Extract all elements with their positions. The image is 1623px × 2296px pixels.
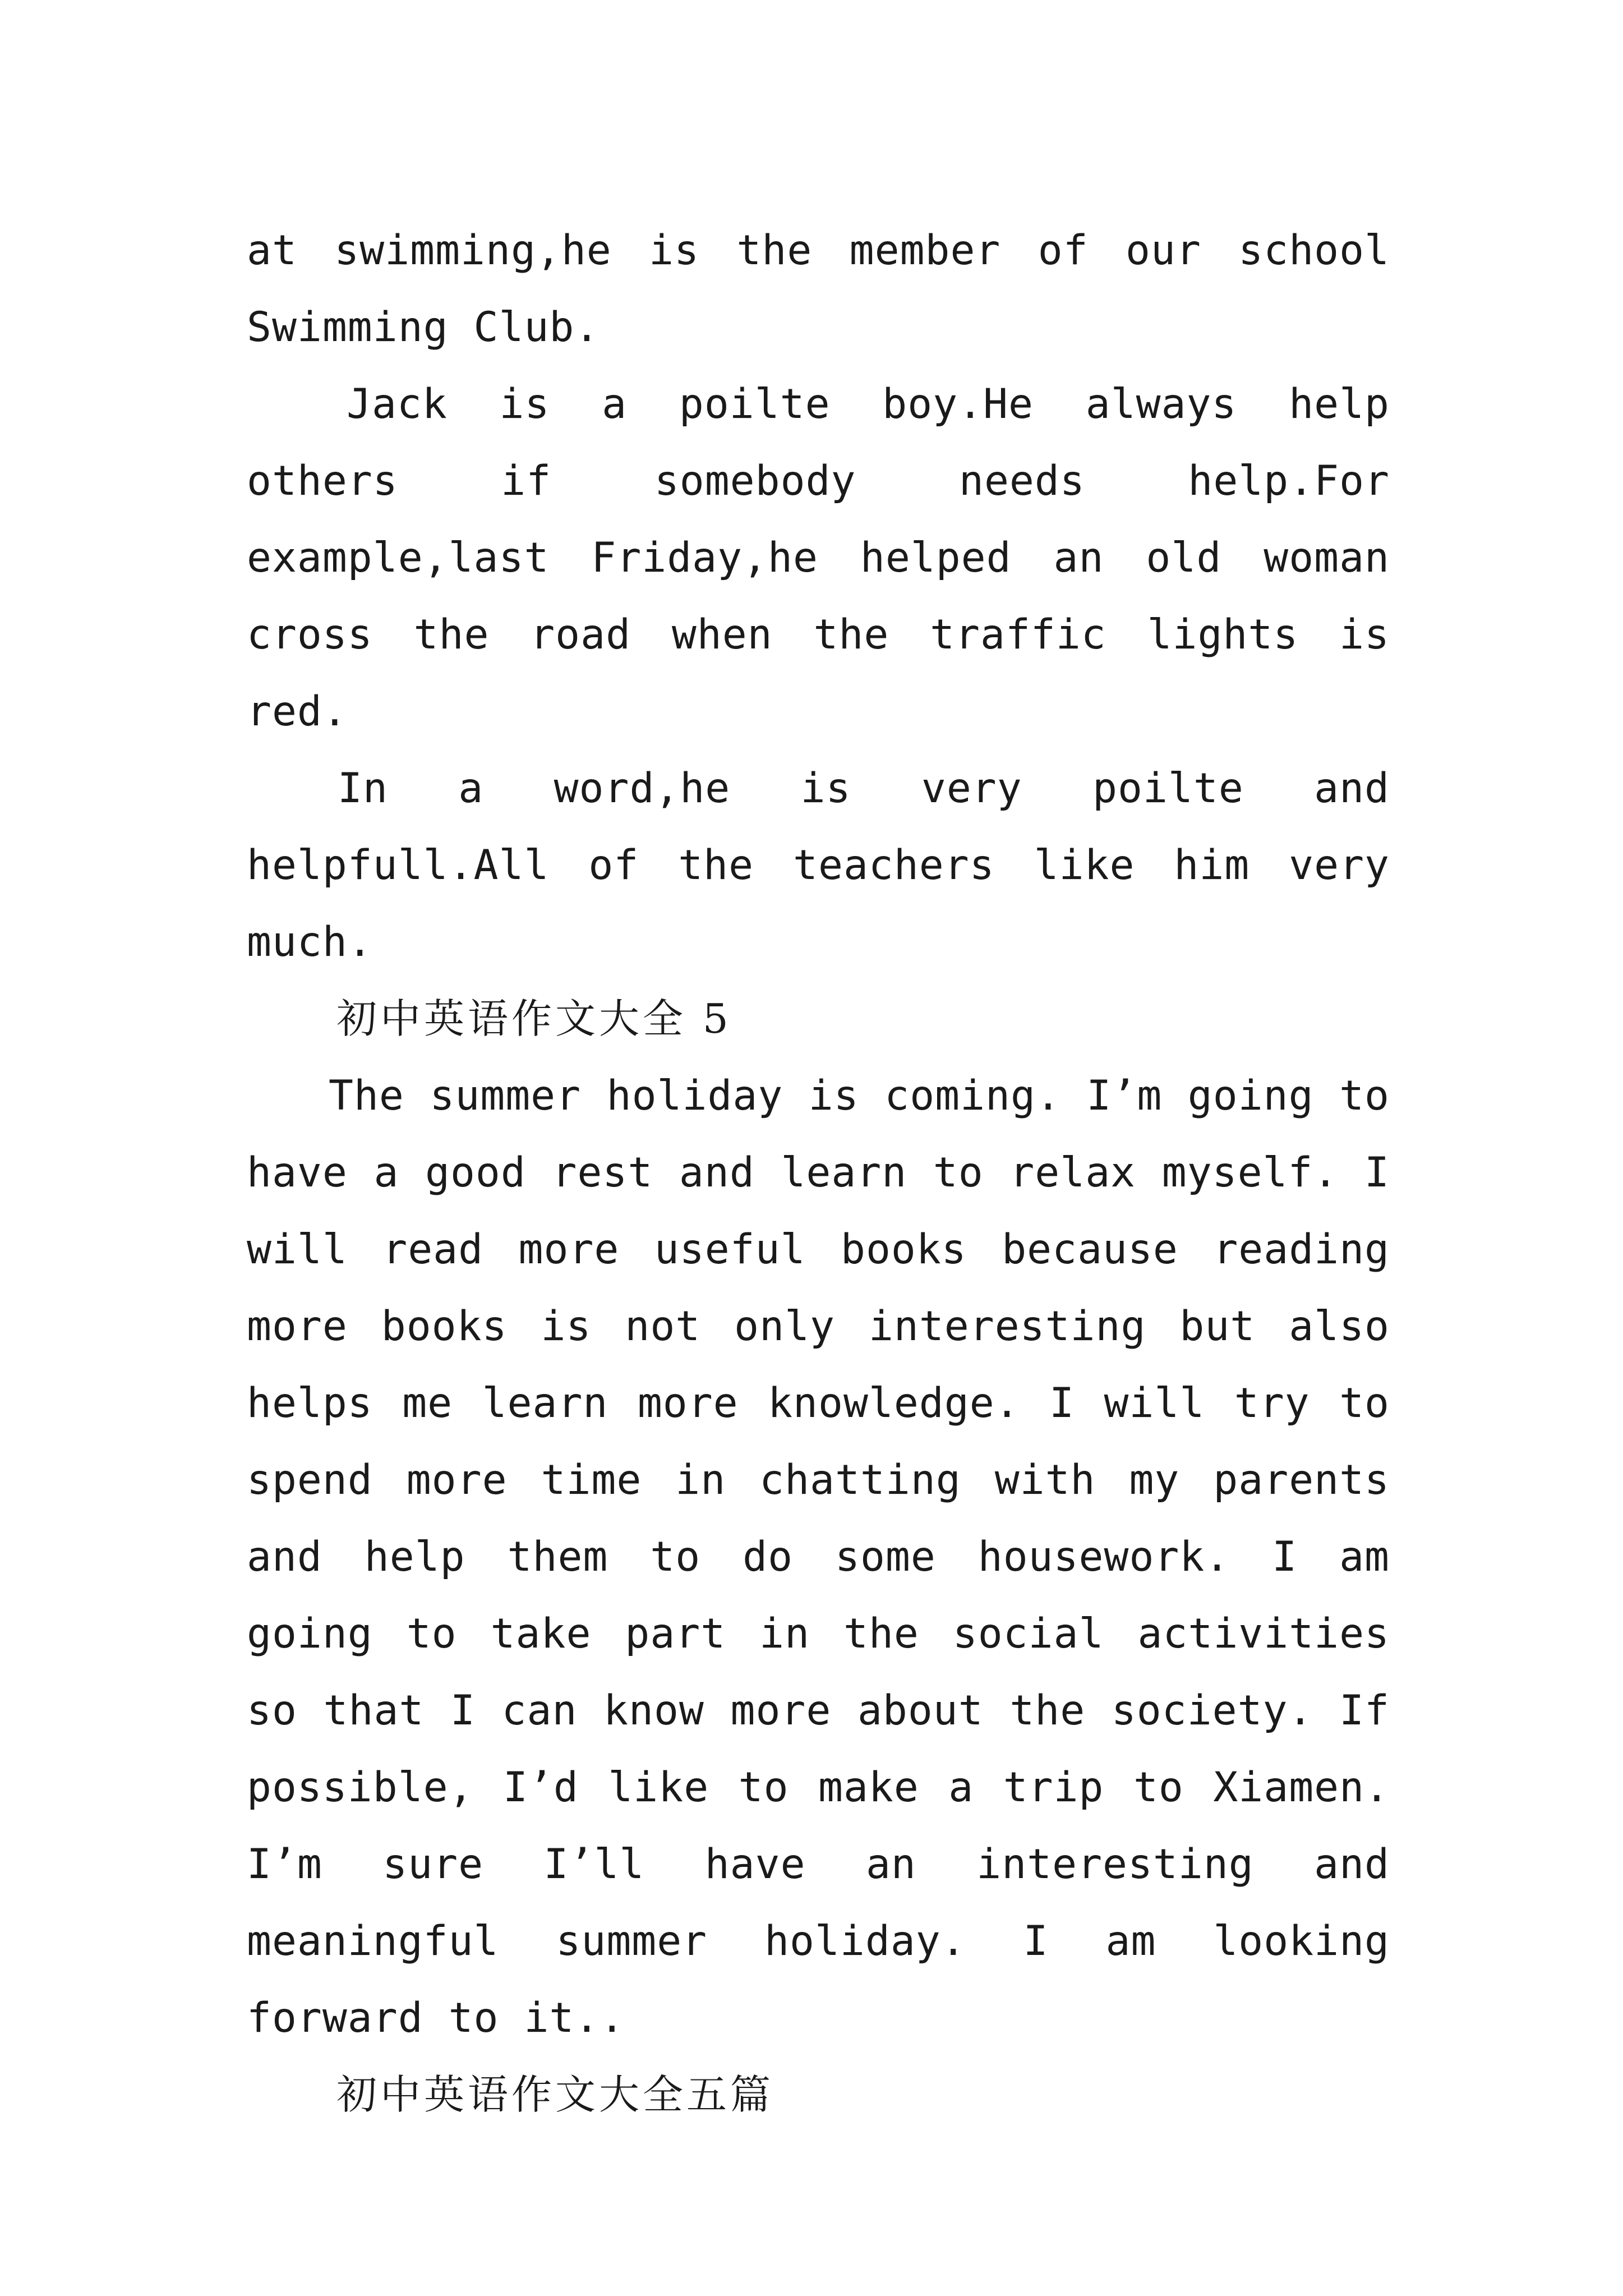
paragraph-summer-holiday: The summer holiday is coming. I’m going to have a good rest and learn to relax myself. I will read more useful books because reading more books is not only interesting but also helps me learn more knowledge. I will try to spend more time in chatting with my parents and help them to do some housework. I am going to take part in the social activities so that I can know more about the society. If possible, I’d like to make a trip to Xiamen. I’m sure I’ll have an interesting and meaningful summer holiday. I am looking forward to it.. bbox=[247, 1072, 1390, 2042]
body-text bbox=[247, 212, 1390, 2133]
paragraph-in-a-word: In a word,he is very poilte and helpfull.All of the teachers like him very much. bbox=[247, 765, 1390, 966]
section-heading-5: 初中英语作文大全 5 bbox=[336, 995, 732, 1042]
paragraph-swimming-club: at swimming,he is the member of our school Swimming Club. bbox=[247, 227, 1390, 351]
paragraph-jack-polite: Jack is a poilte boy.He always help others if somebody needs help.For example,last Friday,he helped an old woman cross the road when the traffic lights is red. bbox=[247, 380, 1390, 735]
section-heading-five-articles: 初中英语作文大全五篇 bbox=[336, 2071, 774, 2118]
